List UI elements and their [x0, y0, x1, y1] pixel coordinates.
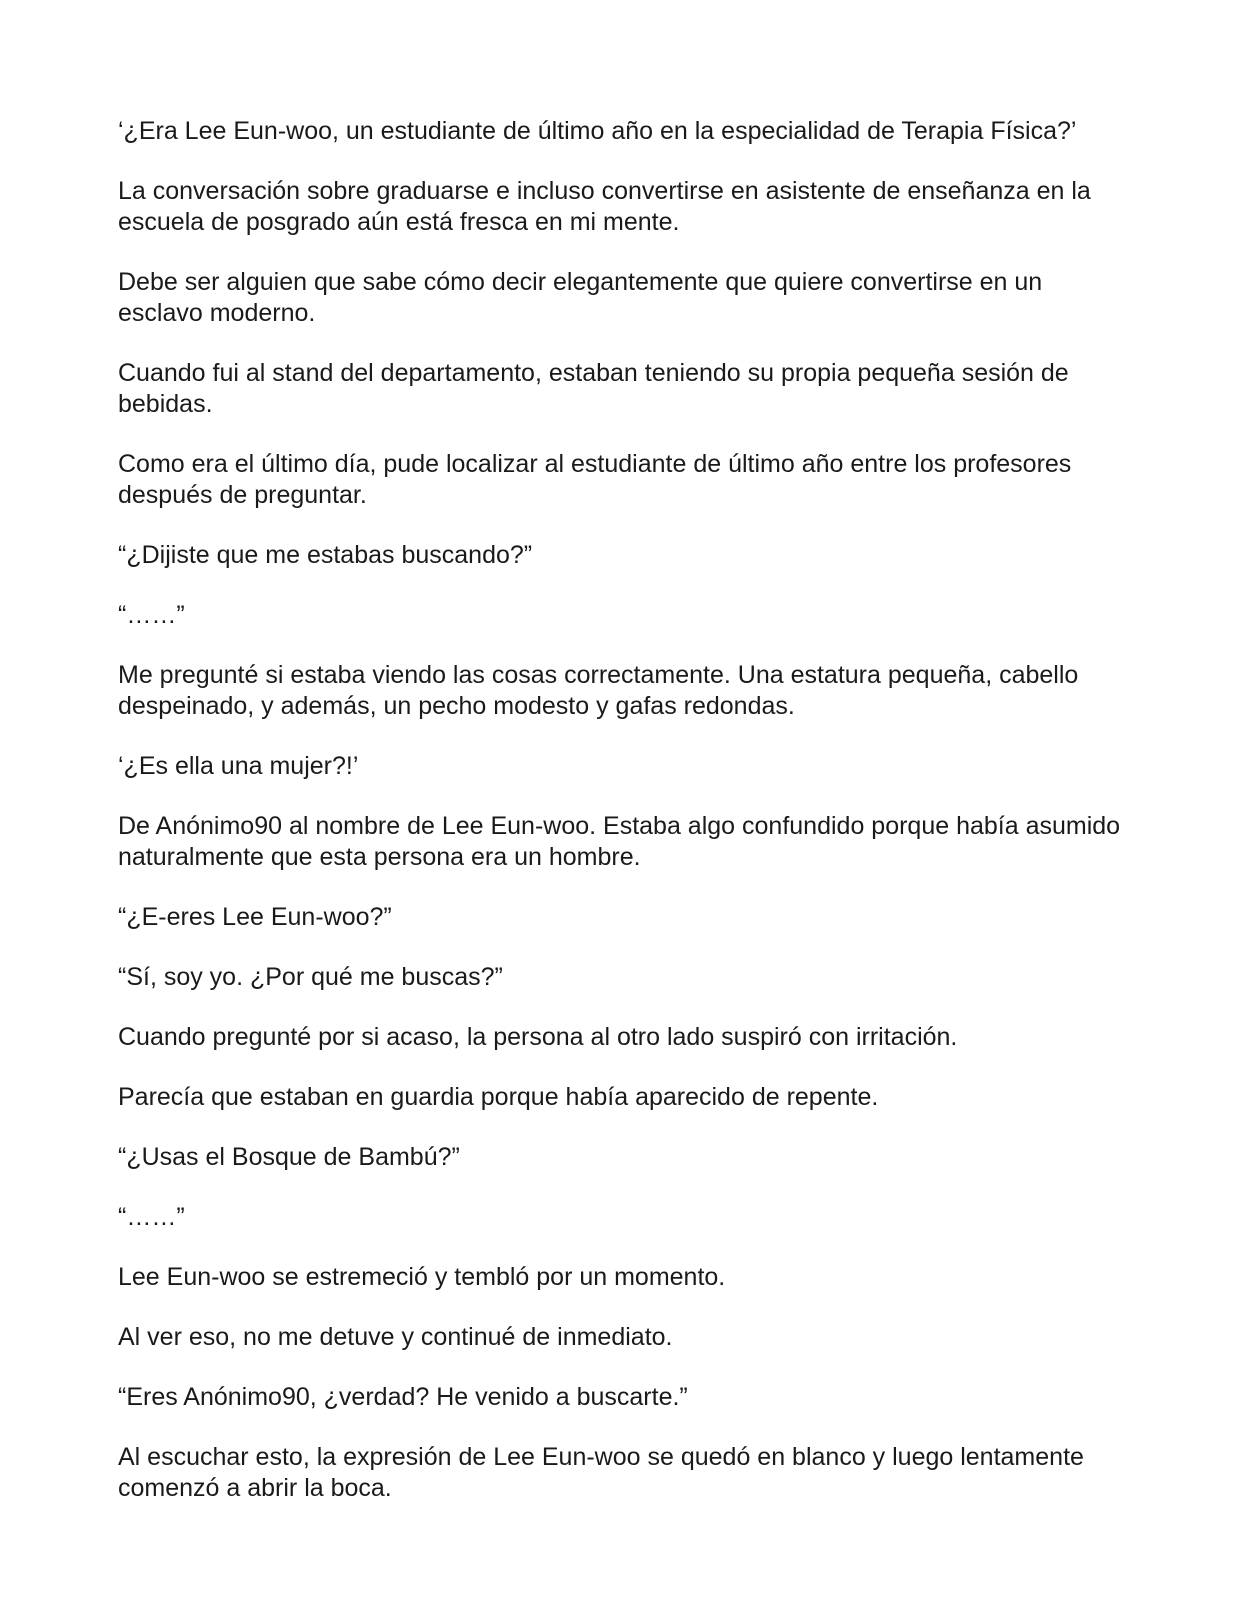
paragraph: “¿Dijiste que me estabas buscando?” [118, 541, 533, 569]
paragraph: Debe ser alguien que sabe cómo decir elegantemente que quiere convertirse en un esclavo moderno. [118, 268, 1043, 327]
paragraph: Me pregunté si estaba viendo las cosas correctamente. Una estatura pequeña, cabello despeinado, y además, un pecho modesto y gafas redondas. [118, 661, 1079, 720]
paragraph: “Sí, soy yo. ¿Por qué me buscas?” [118, 963, 503, 991]
paragraph: Al ver eso, no me detuve y continué de inmediato. [118, 1323, 673, 1351]
paragraph: ‘¿Era Lee Eun-woo, un estudiante de último año en la especialidad de Terapia Física?’ [118, 117, 1077, 145]
paragraph: Cuando pregunté por si acaso, la persona al otro lado suspiró con irritación. [118, 1023, 958, 1051]
document-body [118, 116, 1128, 1533]
paragraph: Como era el último día, pude localizar al estudiante de último año entre los profesores después de preguntar. [118, 450, 1072, 509]
paragraph: “¿Usas el Bosque de Bambú?” [118, 1143, 460, 1171]
paragraph: Parecía que estaban en guardia porque había aparecido de repente. [118, 1083, 879, 1111]
paragraph: “Eres Anónimo90, ¿verdad? He venido a buscarte.” [118, 1383, 688, 1411]
paragraph: “……” [118, 601, 185, 629]
paragraph: Cuando fui al stand del departamento, estaban teniendo su propia pequeña sesión de bebidas. [118, 359, 1069, 418]
paragraph: Al escuchar esto, la expresión de Lee Eun-woo se quedó en blanco y luego lentamente comenzó a abrir la boca. [118, 1443, 1084, 1502]
paragraph: La conversación sobre graduarse e incluso convertirse en asistente de enseñanza en la escuela de posgrado aún está fresca en mi mente. [118, 177, 1091, 236]
paragraph: De Anónimo90 al nombre de Lee Eun-woo. Estaba algo confundido porque había asumido naturalmente que esta persona era un hombre. [118, 812, 1121, 871]
paragraph: “¿E-eres Lee Eun-woo?” [118, 903, 392, 931]
paragraph: ‘¿Es ella una mujer?!’ [118, 752, 359, 780]
paragraph: “……” [118, 1203, 185, 1231]
paragraph: Lee Eun-woo se estremeció y tembló por un momento. [118, 1263, 726, 1291]
